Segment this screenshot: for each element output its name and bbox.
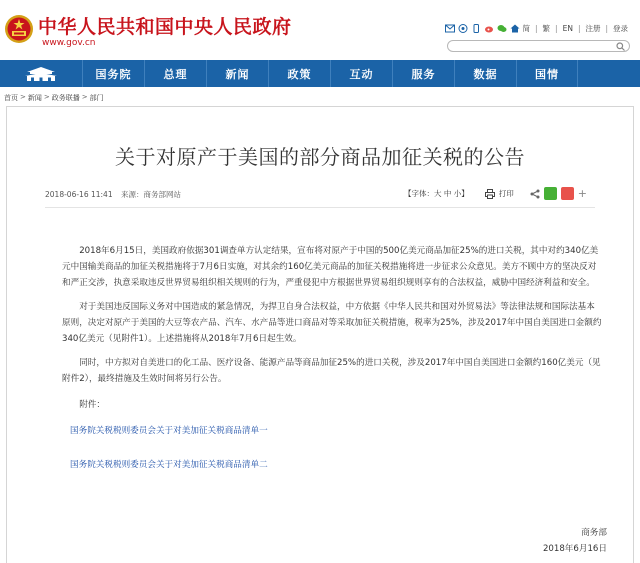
national-emblem-icon[interactable] <box>4 14 34 44</box>
search-icon[interactable] <box>616 42 625 51</box>
login-link[interactable]: 登录 <box>613 24 628 33</box>
paragraph: 同时，中方拟对自美进口的化工品、医疗设备、能源产品等商品加征25%的进口关税，涉及2017年中国自美国进口金额约160亿美元（见附件2），最终措施及生效时间将另行公告。 <box>62 358 601 384</box>
nav-data[interactable]: 数据 <box>454 60 516 87</box>
breadcrumb-separator: > <box>81 93 88 101</box>
breadcrumb-news[interactable]: 新闻 <box>27 94 42 102</box>
breadcrumb-separator: > <box>43 93 50 101</box>
font-size-control[interactable]: 【字体：大 中 小】 <box>404 189 469 198</box>
attachments-label: 附件： <box>79 400 105 410</box>
tiananmen-icon <box>21 65 61 83</box>
breadcrumb <box>4 93 104 103</box>
nav-news[interactable]: 新闻 <box>206 60 268 87</box>
nav-national-info[interactable]: 国情 <box>516 60 578 87</box>
breadcrumb-home[interactable]: 首页 <box>4 94 18 102</box>
home-icon[interactable] <box>510 24 520 33</box>
site-title[interactable]: 中华人民共和国中央人民政府 <box>38 16 292 38</box>
nav-state-council[interactable]: 国务院 <box>82 60 144 87</box>
print-button[interactable]: 打印 <box>498 189 514 198</box>
wechat-icon[interactable] <box>497 24 507 33</box>
sign-date: 2018年6月16日 <box>542 544 607 554</box>
divider: | <box>535 24 538 33</box>
breadcrumb-departments[interactable]: 部门 <box>89 94 104 102</box>
more-share-icon[interactable]: + <box>577 187 587 200</box>
divider: | <box>577 24 581 33</box>
lang-english[interactable]: EN <box>562 24 573 33</box>
wechat-share-icon[interactable] <box>544 187 557 200</box>
source-label: 来源： <box>120 190 144 199</box>
share-icon[interactable] <box>530 189 540 199</box>
divider <box>45 207 595 208</box>
nav-services[interactable]: 服务 <box>392 60 454 87</box>
site-header <box>0 0 640 60</box>
article-tools <box>404 187 587 200</box>
lang-simplified[interactable]: 简 <box>522 24 531 33</box>
paragraph: 2018年6月15日，美国政府依据301调查单方认定结果，宣布将对原产于中国的500亿美元商品加征25%的进口关税，其中对约340亿美元中国输美商品的加征关税措施将于7月6日实施，对其余约160亿美元商品的加征关税措施将进一步征求公众意见。美方不顾中方的坚决反对和严正交涉，执意采取违反世界贸易组织相关规则的行为，严重侵犯中方根据世界贸易组织规则享有的合法权益，威胁中国经济利益和安全。 <box>62 246 599 288</box>
nav-premier[interactable]: 总理 <box>144 60 206 87</box>
search-input[interactable] <box>447 40 630 52</box>
signer: 商务部 <box>581 528 607 538</box>
weibo-share-icon[interactable] <box>561 187 574 200</box>
mobile-icon[interactable] <box>471 24 481 33</box>
app-icon[interactable] <box>458 24 468 33</box>
article-body <box>62 243 602 491</box>
breadcrumb-separator: > <box>20 93 26 101</box>
site-url[interactable]: www.gov.cn <box>42 38 96 48</box>
divider: | <box>555 24 558 33</box>
weibo-icon[interactable] <box>484 24 494 33</box>
main-nav <box>0 60 640 87</box>
signature-block <box>543 525 607 557</box>
lang-traditional[interactable]: 繁 <box>542 24 551 33</box>
paragraph: 对于美国违反国际义务对中国造成的紧急情况，为捍卫自身合法权益，中方依据《中华人民共和国对外贸易法》等法律法规和国际法基本原则，决定对原产于美国的大豆等农产品、汽车、水产品等进口商品对等采取加征关税措施，税率为25%，涉及2017年中国自美国进口金额约340亿美元（见附件1）。上述措施将从2018年7月6日起生效。 <box>62 302 602 344</box>
source-link[interactable]: 商务部网站 <box>143 190 181 199</box>
nav-policy[interactable]: 政策 <box>268 60 330 87</box>
mail-icon[interactable] <box>445 24 455 33</box>
register-link[interactable]: 注册 <box>585 24 601 33</box>
page-title: 关于对原产于美国的部分商品加征关税的公告 <box>115 145 525 169</box>
nav-home[interactable] <box>0 60 82 87</box>
attachment-link-1[interactable]: 国务院关税税则委员会关于对美加征关税商品清单一 <box>70 426 268 436</box>
article-container <box>6 106 634 563</box>
divider: | <box>605 24 608 33</box>
top-links <box>445 23 628 34</box>
nav-interaction[interactable]: 互动 <box>330 60 392 87</box>
print-icon[interactable] <box>485 189 495 199</box>
publish-date: 2018-06-16 11:41 <box>45 190 113 199</box>
breadcrumb-gov-broadcast[interactable]: 政务联播 <box>51 94 80 102</box>
attachment-link-2[interactable]: 国务院关税税则委员会关于对美加征关税商品清单二 <box>70 460 268 470</box>
article-meta <box>45 189 187 200</box>
